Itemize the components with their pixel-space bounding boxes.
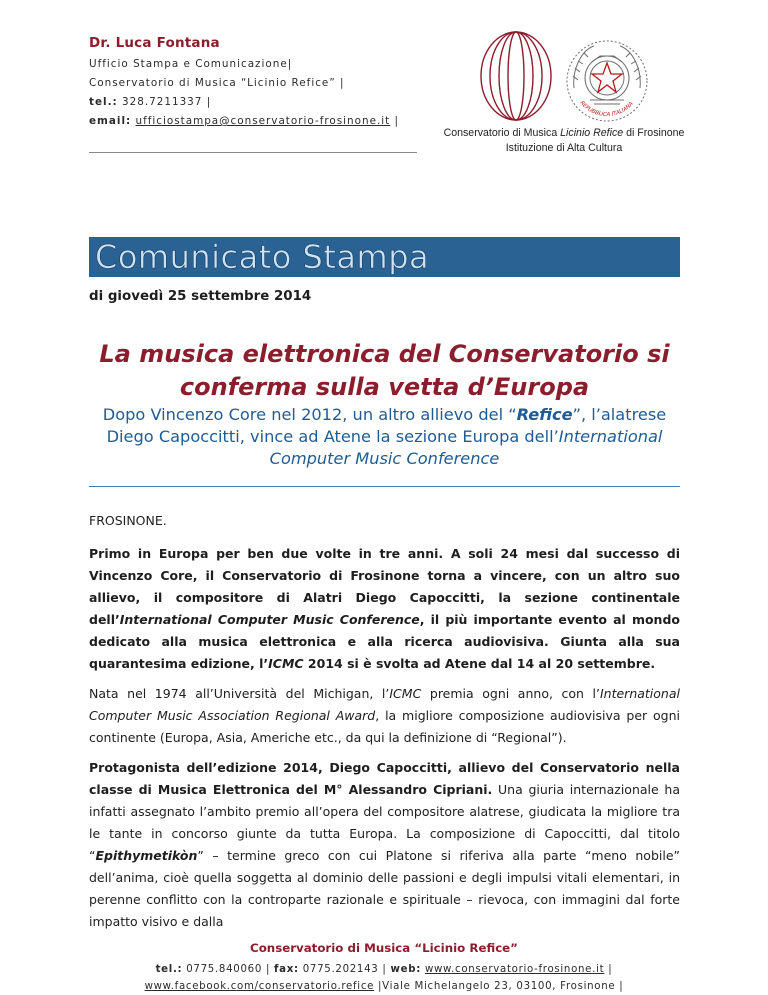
email-link[interactable]: ufficiostampa@conservatorio-frosinone.it <box>135 115 391 127</box>
contact-divider <box>89 152 417 153</box>
svg-text:REPUBBLICA ITALIANA <box>578 100 634 118</box>
contact-name: Dr. Luca Fontana <box>89 35 220 51</box>
conservatorio-logo-icon <box>478 30 554 122</box>
page-footer <box>40 941 728 995</box>
article-body <box>89 510 680 941</box>
logo-caption-line2: Istituzione di Alta Cultura <box>505 142 623 154</box>
paragraph-icmc: Nata nel 1974 all’Università del Michigan, l’ICMC premia ogni anno, con l’International Computer Music Association Regional Award, la migliore composizione audiovisiva per ogni continente (Europa, Asia, Americhe etc., da qui la definizione di “Regional”). <box>89 686 680 745</box>
headline-divider <box>89 486 680 487</box>
footer-contacts: tel.: 0775.840060 | fax: 0775.202143 | web: www.conservatorio-frosinone.it | <box>155 964 613 975</box>
banner-title: Comunicato Stampa <box>95 238 430 276</box>
contact-email: email: ufficiostampa@conservatorio-frosinone.it | <box>89 115 400 127</box>
contact-office: Ufficio Stampa e Comunicazione| <box>89 58 293 70</box>
seal-text: REPUBBLICA ITALIANA <box>578 100 635 119</box>
logo-caption <box>430 126 698 156</box>
logo-caption-line1: Conservatorio di Musica Licinio Refice di Frosinone <box>443 127 685 139</box>
headline: La musica elettronica del Conservatorio si conferma sulla vetta d’Europa <box>99 340 670 401</box>
footer-name: Conservatorio di Musica “Licinio Refice” <box>250 941 518 955</box>
website-link[interactable]: www.conservatorio-frosinone.it <box>424 964 605 975</box>
press-contact-block <box>89 35 419 131</box>
dateline: FROSINONE. <box>89 513 167 528</box>
subheadline: Dopo Vincenzo Core nel 2012, un altro allievo del “Refice”, l’alatrese Diego Capoccitti, vince ad Atene la sezione Europa dell’International Computer Music Conference <box>102 405 667 468</box>
contact-institution: Conservatorio di Musica “Licinio Refice” | <box>89 77 345 89</box>
facebook-link[interactable]: www.facebook.com/conservatorio.refice <box>144 981 375 992</box>
paragraph-winner: Protagonista dell’edizione 2014, Diego Capoccitti, allievo del Conservatorio nella classe di Musica Elettronica del M° Alessandro Cipriani. Una giuria internazionale ha infatti assegnato l’ambito premio all’opera del compositore alatrese, giudicata la migliore tra le tante in concorso giunte da tutta Europa. La composizione di Capoccitti, dal titolo “Epithymetikòn” – termine greco con cui Platone si riferiva alla parte “meno nobile” dell’anima, cioè quella soggetta al dominio delle passioni e degli impulsi vitali elementari, in perenne conflitto con la controparte razionale e spirituale – rievoca, con immagini dal forte impatto visivo e dalla <box>89 760 680 929</box>
italian-republic-seal-icon <box>564 38 650 124</box>
release-date: di giovedì 25 settembre 2014 <box>89 289 312 304</box>
contact-phone: tel.: 328.7211337 | <box>89 96 212 108</box>
footer-address: www.facebook.com/conservatorio.refice |Viale Michelangelo 23, 03100, Frosinone | <box>144 981 624 992</box>
press-release-banner <box>89 237 680 277</box>
paragraph-lead: Primo in Europa per ben due volte in tre anni. A soli 24 mesi dal successo di Vincenzo Core, il Conservatorio di Frosinone torna a vincere, con un altro suo allievo, il compositore di Alatri Diego Capoccitti, la sezione continentale dell’International Computer Music Conference, il più importante evento al mondo dedicato alla musica elettronica e alla ricerca audiovisiva. Giunta alla sua quarantesima edizione, l’ICMC 2014 si è svolta ad Atene dal 14 al 20 settembre. <box>89 546 680 671</box>
